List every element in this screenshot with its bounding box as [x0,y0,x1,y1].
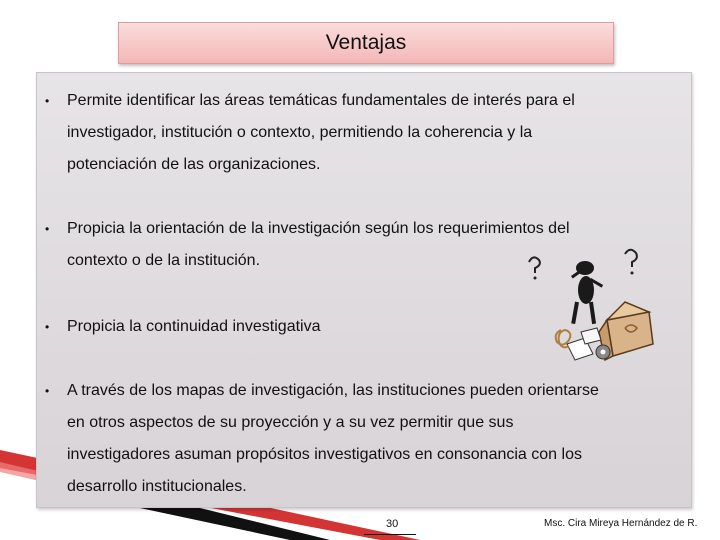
bullet-line: Propicia la orientación de la investigación según los requerimientos del [67,220,570,237]
bullet-dot: • [45,94,50,108]
bullet-line: potenciación de las organizaciones. [67,156,321,173]
gear-icon [596,345,610,359]
slide-number: 30 [386,518,399,530]
bullet-line: A través de los mapas de investigación, las instituciones pueden orientarse [67,382,599,399]
content-panel [36,72,692,508]
slide-number-underline [364,534,416,535]
thinking-figure-illustration [515,248,655,368]
bullet-line: Propicia la continuidad investigativa [67,318,321,335]
title-banner [118,22,614,64]
bullet-line: investigador, institución o contexto, permitiendo la coherencia y la [67,124,533,141]
bullet-text [67,85,667,181]
bullet-line: desarrollo institucionales. [67,478,247,495]
bullet-dot: • [45,320,50,334]
bullet-dot: • [45,222,50,236]
bullet-line: contexto o de la institución. [67,252,261,269]
bullet-line: Permite identificar las áreas temáticas fundamentales de interés para el [67,92,575,109]
bullet-dot: • [45,384,50,398]
bullet-line: en otros aspectos de su proyección y a su vez permitir que sus [67,414,514,431]
bullet-item [37,375,677,503]
bullet-text [67,375,667,503]
slide-title: Ventajas [325,31,407,54]
author-credit: Msc. Cira Mireya Hernández de R. [544,518,698,529]
bullet-line: investigadores asuman propósitos investigativos en consonancia con los [67,446,582,463]
bullet-item [37,85,677,181]
